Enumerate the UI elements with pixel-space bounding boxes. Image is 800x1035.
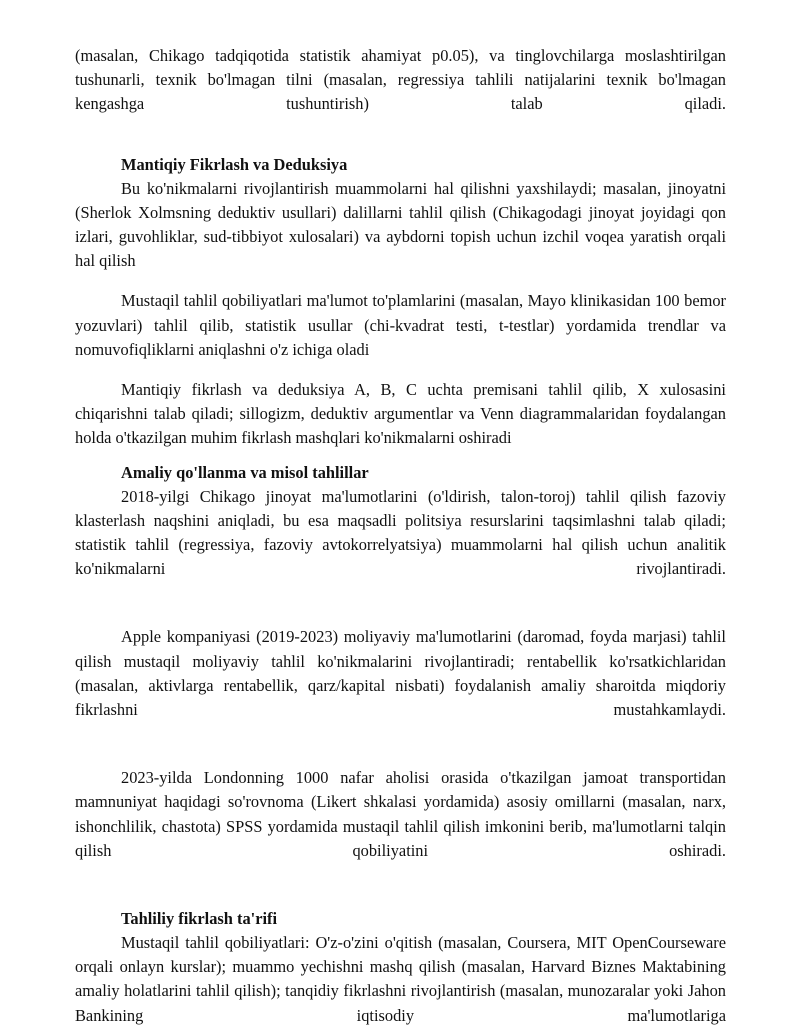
paragraph-independent-analysis: Mustaqil tahlil qobiliyatlari ma'lumot to'plamlarini (masalan, Mayo klinikasidan 100 bemor yozuvlari) tahlil qilib, statistik usullar (chi-kvadrat testi, t-testlar) yordamida trendlar va nomuvofiqliklarni aniqlashni o'z ichiga oladi xyxy=(75,291,726,359)
spacer xyxy=(75,581,726,625)
paragraph-london-survey: 2023-yilda Londonning 1000 nafar aholisi orasida o'tkazilgan jamoat transportidan mamnuniyat haqidagi so'rovnoma (Likert shkalasi yordamida) asosiy omillarni (masalan, narx, ishonchlilik, chastota) SPSS yordamida mustaqil tahlil qilish imkonini berib, ma'lumotlarni talqin qilish qobiliyatini oshiradi. xyxy=(75,768,726,860)
spacer xyxy=(75,117,726,153)
spacer xyxy=(75,722,726,766)
paragraph-apple-financials: Apple kompaniyasi (2019-2023) moliyaviy ma'lumotlarini (daromad, foyda marjasi) tahlil qilish mustaqil moliyaviy tahlil ko'nikmalarini rivojlantiradi; rentabellik ko'rsatkichlaridan (masalan, aktivlarga rentabellik, qarz/kapital nisbati) foydalanish amaliy sharoitda miqdoriy fikrlashni mustahkamlaydi. xyxy=(75,627,726,720)
paragraph-independent-skills: Mustaqil tahlil qobiliyatlari: O'z-o'zini o'qitish (masalan, Coursera, MIT OpenCourseware orqali onlayn kurslar); muammo yechishni mashq qilish (masalan, Harvard Biznes Maktabining amaliy holatlarini tahlil qilish); tanqidiy fikrlashni rivojlantirish (masalan, munozaralar yoki Jahon Bankining iqtisodiy ma'lumotlariga xyxy=(75,933,726,1025)
document-page xyxy=(75,44,726,1028)
paragraph-problem-solving: Bu ko'nikmalarni rivojlantirish muammolarni hal qilishni yaxshilaydi; masalan, jinoyatni (Sherlok Xolmsning deduktiv usullari) dalillarni tahlil qilish (Chikagodagi jinoyat joyidagi qon izlari, guvohliklar, sud-tibbiyot xulosalari) va aybdorni topish uchun izchil voqea yaratish orqali hal qilish xyxy=(75,178,726,271)
spacer xyxy=(75,273,726,289)
paragraph-chicago-crime: 2018-yilgi Chikago jinoyat ma'lumotlarini (o'ldirish, talon-toroj) tahlil qilish fazoviy klasterlash naqshini aniqladi, bu esa maqsadli politsiya resurslarini taqsimlashni talab qiladi; statistik tahlil (regressiya, fazoviy avtokorrelyatsiya) muammolarni hal qilish uchun analitik ko'nikmalarni rivojlantiradi. xyxy=(75,486,726,579)
heading-analytical-thinking-definition: Tahliliy fikrlash ta'rifi xyxy=(121,909,278,929)
spacer xyxy=(75,863,726,907)
heading-logical-thinking: Mantiqiy Fikrlash va Deduksiya xyxy=(121,154,348,174)
spacer xyxy=(75,451,726,461)
spacer xyxy=(75,362,726,378)
heading-practical-guide: Amaliy qo'llanma va misol tahlillar xyxy=(121,462,369,482)
paragraph-deduction: Mantiqiy fikrlash va deduksiya A, B, C uchta premisani tahlil qilib, X xulosasini chiqarishni talab qiladi; sillogizm, deduktiv argumentlar va Venn diagrammalaridan foydalangan holda o'tkazilgan muhim fikrlash mashqlari ko'nikmalarni oshiradi xyxy=(75,380,726,448)
paragraph-intro-continuation: (masalan, Chikago tadqiqotida statistik ahamiyat p0.05), va tinglovchilarga moslashtirilgan tushunarli, texnik bo'lmagan tilni (masalan, regressiya tahlili natijalarini texnik bo'lmagan kengashga tushuntirish) talab qiladi. xyxy=(75,46,726,114)
